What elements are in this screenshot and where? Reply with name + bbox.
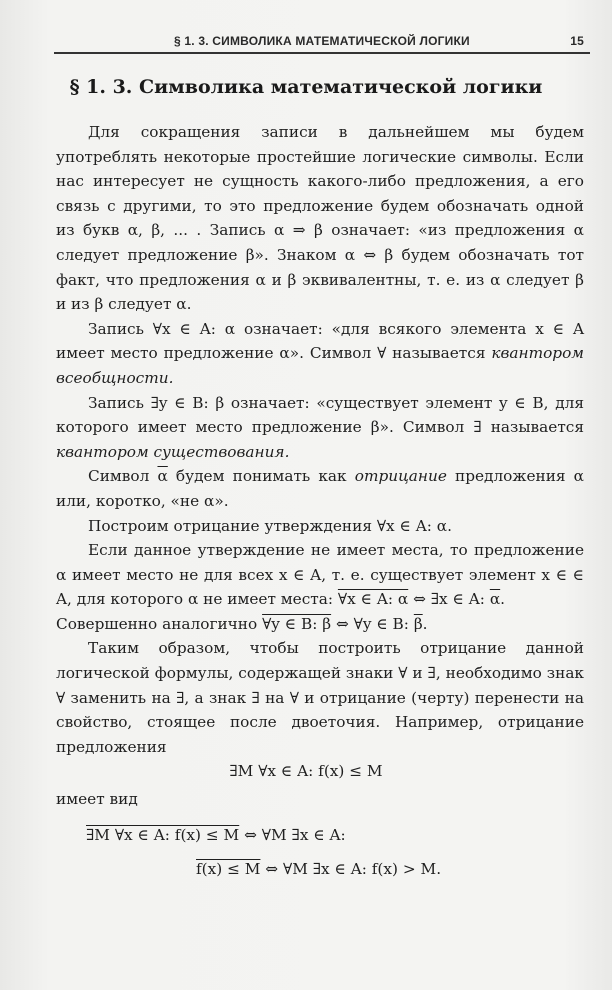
formula-negation-1-overlined: ∃M ∀x ∈ A: f(x) ≤ M <box>86 826 240 844</box>
paragraph-intro: Для сокращения записи в дальнейшем мы будем употреблять некоторые простейшие логические символы. Если нас интересует не сущность какого-либо предложения, а его связь с другими, то это предложение будем обозначать одной из букв α, β, ... . Запись α ⇒ β означает: «из предложения α следует предложение β». Знаком α ⇔ β будем обозначать тот факт, что предложения α и β эквивалентны, т. е. из α следует β и из β следует α. <box>56 123 584 314</box>
fn-text-2: ⇔ ∃x ∈ A: <box>408 590 490 609</box>
negation-symbol: $\overline{\alpha}$ <box>157 467 168 486</box>
paragraph-exists-negation <box>56 612 584 637</box>
forall-text: Запись ∀x ∈ A: α означает: «для всякого элемента x ∈ A имеет место предложение α». Символ ∀ называется <box>56 319 584 363</box>
forall-term: квантором всеобщности. <box>56 344 584 387</box>
fn-overlined-1: ∀x ∈ A: α <box>337 590 409 609</box>
header-rule <box>54 52 590 54</box>
fn-text-3: . <box>500 590 506 609</box>
fn-text-1: Если данное утверждение не имеет места, то предложение α имеет место не для всех x ∈ A, т. е. существует элемент x ∈ ∈ A, для которого α не имеет места: <box>56 541 584 609</box>
fn-overlined-2: $\overline{\alpha}$ <box>489 590 501 609</box>
en-text-1: Совершенно аналогично <box>56 614 263 633</box>
en-text-3: . <box>422 614 428 633</box>
running-head-title: § 1. 3. СИМВОЛИКА МАТЕМАТИЧЕСКОЙ ЛОГИКИ <box>174 34 470 48</box>
paragraph-rule: Таким образом, чтобы построить отрицание данной логической формулы, содержащей знаки ∀ и ∃, необходимо знак ∀ заменить на ∃, а знак ∃ на ∀ и отрицание (черту) перенести на свойство, стоящее после двоеточия. Например, отрицание предложения <box>56 639 584 756</box>
negation-text-2: будем понимать как <box>167 467 355 486</box>
label-has-form: имеет вид <box>56 790 138 808</box>
negation-term: отрицание <box>354 467 447 486</box>
paragraph-negation <box>56 464 584 513</box>
en-overlined-2: $\overline{\beta}$ <box>413 614 423 633</box>
paragraph-forall <box>56 317 584 391</box>
formula-negation-2-overlined: f(x) ≤ M <box>196 860 261 878</box>
paragraph-construct: Построим отрицание утверждения ∀x ∈ A: α. <box>88 516 452 535</box>
section-title: § 1. 3. Символика математической логики <box>69 76 543 98</box>
en-text-2: ⇔ ∀y ∈ B: <box>331 614 414 633</box>
exists-text: Запись ∃y ∈ B: β означает: «существует элемент y ∈ B, для которого имеет место предложение β». Символ ∃ называется <box>56 393 584 437</box>
negation-text-1: Символ <box>88 467 158 486</box>
formula-bounded: ∃M ∀x ∈ A: f(x) ≤ M <box>229 762 383 780</box>
body-text <box>56 120 584 759</box>
formula-negation-1 <box>86 826 346 844</box>
exists-term: квантором существования. <box>56 442 290 461</box>
page-number: 15 <box>570 34 584 48</box>
paragraph-forall-negation <box>56 538 584 612</box>
formula-negation-1-rest: ⇔ ∀M ∃x ∈ A: <box>239 826 346 844</box>
formula-negation-2 <box>196 860 441 878</box>
running-head <box>54 34 592 52</box>
paragraph-exists <box>56 391 584 465</box>
negation-text-3: предложения α или, коротко, «не α». <box>56 467 584 510</box>
en-overlined-1: ∀y ∈ B: β <box>262 614 332 633</box>
formula-negation-2-rest: ⇔ ∀M ∃x ∈ A: f(x) > M. <box>260 860 442 878</box>
